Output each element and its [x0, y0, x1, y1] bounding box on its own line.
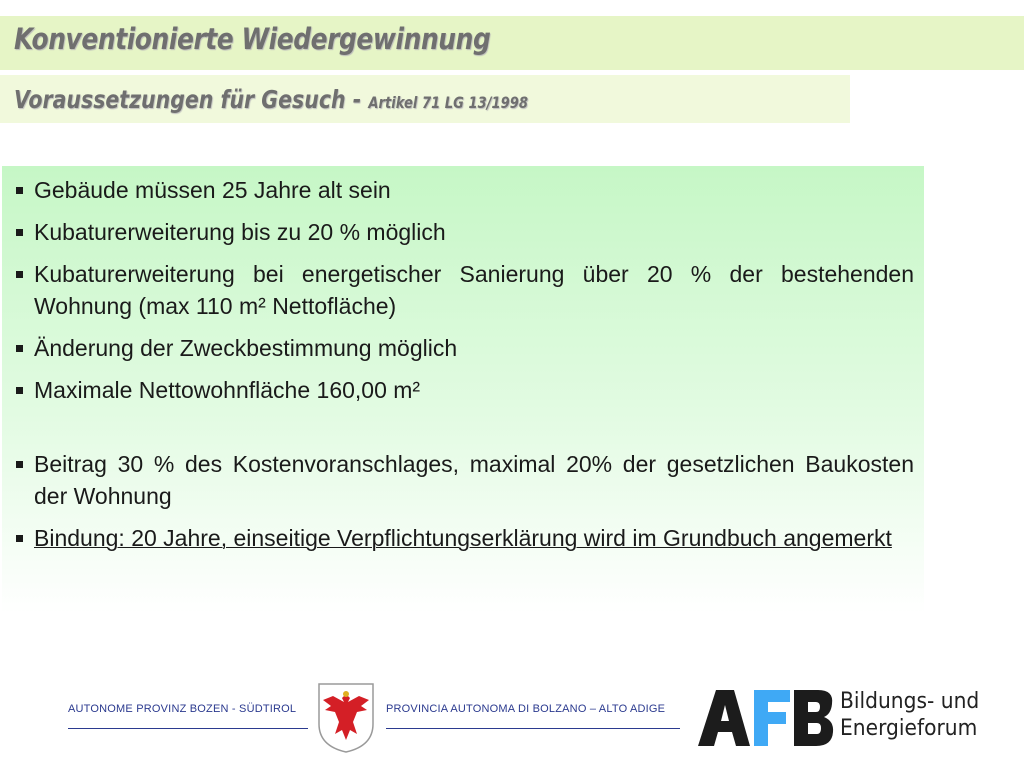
bullet-square-icon — [16, 535, 23, 542]
subtitle-main: Voraussetzungen für Gesuch - — [14, 85, 369, 114]
bullet-text: Gebäude müssen 25 Jahre alt sein — [34, 177, 391, 203]
footer-province-it: PROVINCIA AUTONOMA DI BOLZANO – ALTO ADIGE — [386, 703, 666, 715]
bullet-square-icon — [16, 387, 23, 394]
bullet-text: Änderung der Zweckbestimmung möglich — [34, 335, 458, 361]
bullet-square-icon — [16, 345, 23, 352]
slide-subtitle — [14, 85, 528, 114]
bullet-item — [16, 522, 914, 554]
bullet-text: Kubaturerweiterung bis zu 20 % möglich — [34, 219, 446, 245]
slide-title: Konventionierte Wiedergewinnung — [14, 22, 491, 56]
bullet-text: Bindung: 20 Jahre, einseitige Verpflichtungserklärung wird im Grundbuch angemerkt — [34, 525, 892, 551]
afb-logo-icon — [698, 688, 834, 748]
eagle-coat-of-arms-icon — [317, 682, 375, 754]
footer-divider — [386, 728, 680, 729]
afb-logo-text — [840, 688, 991, 742]
bullet-text: Maximale Nettowohnfläche 160,00 m² — [34, 377, 421, 403]
bullet-square-icon — [16, 187, 23, 194]
subtitle-article: Artikel 71 LG 13/1998 — [368, 93, 529, 112]
footer-province-de: AUTONOME PROVINZ BOZEN - SÜDTIROL — [68, 703, 297, 715]
bullet-item — [16, 216, 914, 248]
bullet-list — [16, 174, 914, 554]
bullet-square-icon — [16, 271, 23, 278]
bullet-square-icon — [16, 229, 23, 236]
content-box — [2, 166, 924, 614]
bullet-item — [16, 174, 914, 206]
bullet-item — [16, 332, 914, 364]
footer-divider — [68, 728, 308, 729]
bullet-item — [16, 374, 914, 406]
bullet-item — [16, 258, 914, 322]
afb-logo-line1: Bildungs- und — [840, 689, 980, 714]
bullet-text: Beitrag 30 % des Kostenvoranschlages, maximal 20% der gesetzlichen Baukosten der Wohnung — [34, 451, 914, 509]
afb-logo-line2: Energieforum — [840, 716, 978, 741]
bullet-item — [16, 448, 914, 512]
bullet-square-icon — [16, 461, 23, 468]
bullet-text: Kubaturerweiterung bei energetischer Sanierung über 20 % der bestehenden Wohnung (max 110 m² Nettofläche) — [34, 261, 914, 319]
